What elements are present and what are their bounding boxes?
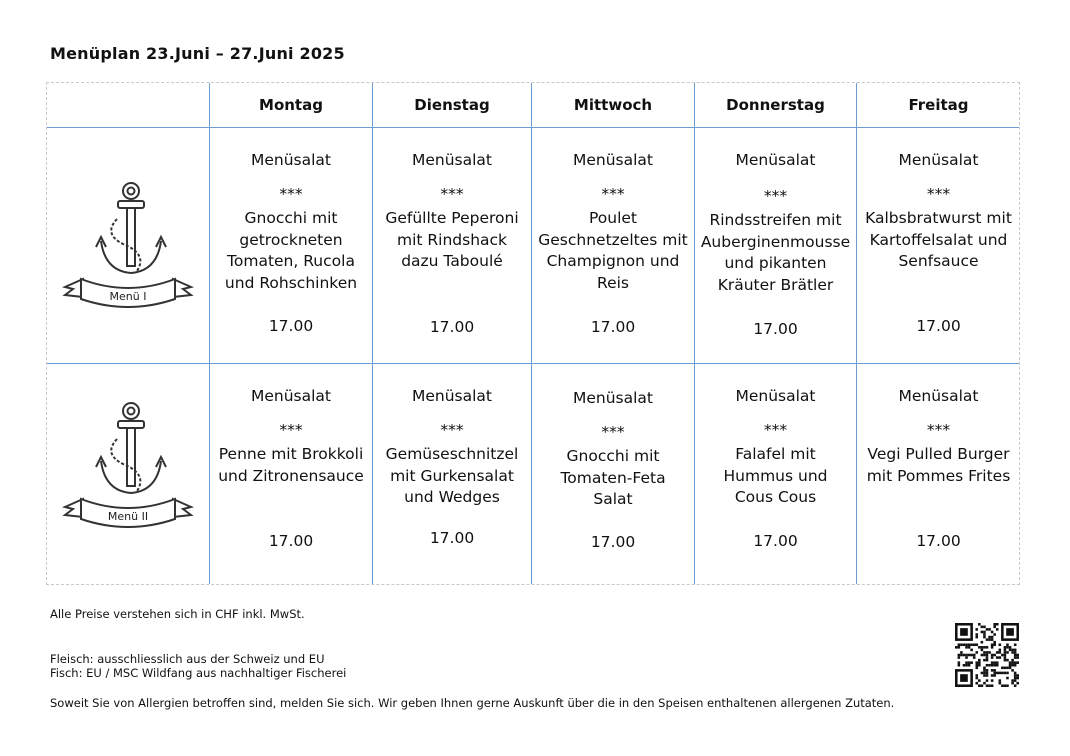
menu-cell	[532, 128, 694, 363]
salad-text: Menüsalat	[411, 151, 492, 169]
menu-cell	[695, 364, 856, 585]
dish-text: Kalbsbratwurst mit Kartoffelsalat und Senfsauce	[865, 209, 1012, 270]
dish-text: Penne mit Brokkoli und Zitronensauce	[218, 445, 364, 485]
salad-text: Menüsalat	[735, 151, 816, 169]
dish-text: Gefüllte Peperoni mit Rindshack dazu Taboulé	[385, 209, 519, 270]
menu-label-1: Menü I	[109, 290, 147, 303]
separator-stars: ***	[440, 420, 464, 439]
menu-cell	[373, 364, 531, 585]
separator-stars: ***	[279, 420, 303, 439]
meat-origin-note: Fleisch: ausschliesslich aus der Schweiz und EU	[50, 652, 325, 666]
salad-text: Menüsalat	[250, 387, 331, 405]
menu-table	[46, 82, 1020, 585]
price-text: 17.00	[753, 320, 798, 338]
price-note: Alle Preise verstehen sich in CHF inkl. MwSt.	[50, 607, 305, 621]
price-text: 17.00	[916, 317, 961, 335]
price-text: 17.00	[590, 533, 636, 551]
menu-cell	[373, 128, 531, 363]
salad-text: Menüsalat	[898, 151, 979, 169]
salad-text: Menüsalat	[572, 151, 653, 169]
price-text: 17.00	[429, 529, 475, 547]
separator-stars: ***	[763, 420, 788, 439]
day-header-dienstag: Dienstag	[414, 96, 490, 114]
separator-stars: ***	[763, 186, 788, 205]
allergen-note: Soweit Sie von Allergien betroffen sind, melden Sie sich. Wir geben Ihnen gerne Auskunft über die in den Speisen enthaltenen allergenen Zutaten.	[50, 696, 895, 710]
dish-text: Gnocchi mit Tomaten-Feta Salat	[560, 447, 666, 508]
day-header-montag: Montag	[259, 96, 323, 114]
dish-text: Rindsstreifen mit Auberginenmousse und pikanten Kräuter Brätler	[700, 211, 851, 294]
anchor-icon	[53, 399, 203, 529]
dish-text: Falafel mit Hummus und Cous Cous	[723, 445, 828, 506]
price-text: 17.00	[429, 318, 475, 336]
separator-stars: ***	[926, 420, 951, 439]
dish-text: Poulet Geschnetzeltes mit Champignon und Reis	[538, 209, 688, 292]
fish-origin-note: Fisch: EU / MSC Wildfang aus nachhaltiger Fischerei	[50, 666, 347, 680]
menu-cell	[532, 364, 694, 585]
separator-stars: ***	[601, 422, 625, 441]
salad-text: Menüsalat	[735, 387, 816, 405]
menu-title: Menüplan 23.Juni – 27.Juni 2025	[50, 44, 345, 63]
menu-cell	[695, 128, 856, 363]
price-text: 17.00	[916, 532, 961, 550]
menu-label-2: Menü II	[107, 510, 149, 523]
separator-stars: ***	[279, 184, 303, 203]
menu-cell	[857, 364, 1020, 585]
qr-code-icon	[955, 623, 1019, 687]
price-text: 17.00	[268, 317, 314, 335]
separator-stars: ***	[926, 184, 951, 203]
price-text: 17.00	[590, 318, 636, 336]
salad-text: Menüsalat	[250, 151, 331, 169]
menu-cell	[857, 128, 1020, 363]
price-text: 17.00	[753, 532, 798, 550]
separator-stars: ***	[440, 184, 464, 203]
menu-cell	[210, 128, 372, 363]
anchor-icon	[53, 179, 203, 309]
menu-cell	[210, 364, 372, 585]
salad-text: Menüsalat	[411, 387, 492, 405]
dish-text: Gnocchi mit getrockneten Tomaten, Rucola und Rohschinken	[224, 209, 358, 292]
day-header-mittwoch: Mittwoch	[573, 96, 653, 114]
dish-text: Vegi Pulled Burger mit Pommes Frites	[866, 445, 1011, 485]
dish-text: Gemüseschnitzel mit Gurkensalat und Wedges	[385, 445, 519, 506]
price-text: 17.00	[268, 532, 314, 550]
separator-stars: ***	[601, 184, 625, 203]
salad-text: Menüsalat	[898, 387, 979, 405]
salad-text: Menüsalat	[572, 389, 653, 407]
day-header-freitag: Freitag	[908, 96, 969, 114]
day-header-donnerstag: Donnerstag	[726, 96, 825, 114]
